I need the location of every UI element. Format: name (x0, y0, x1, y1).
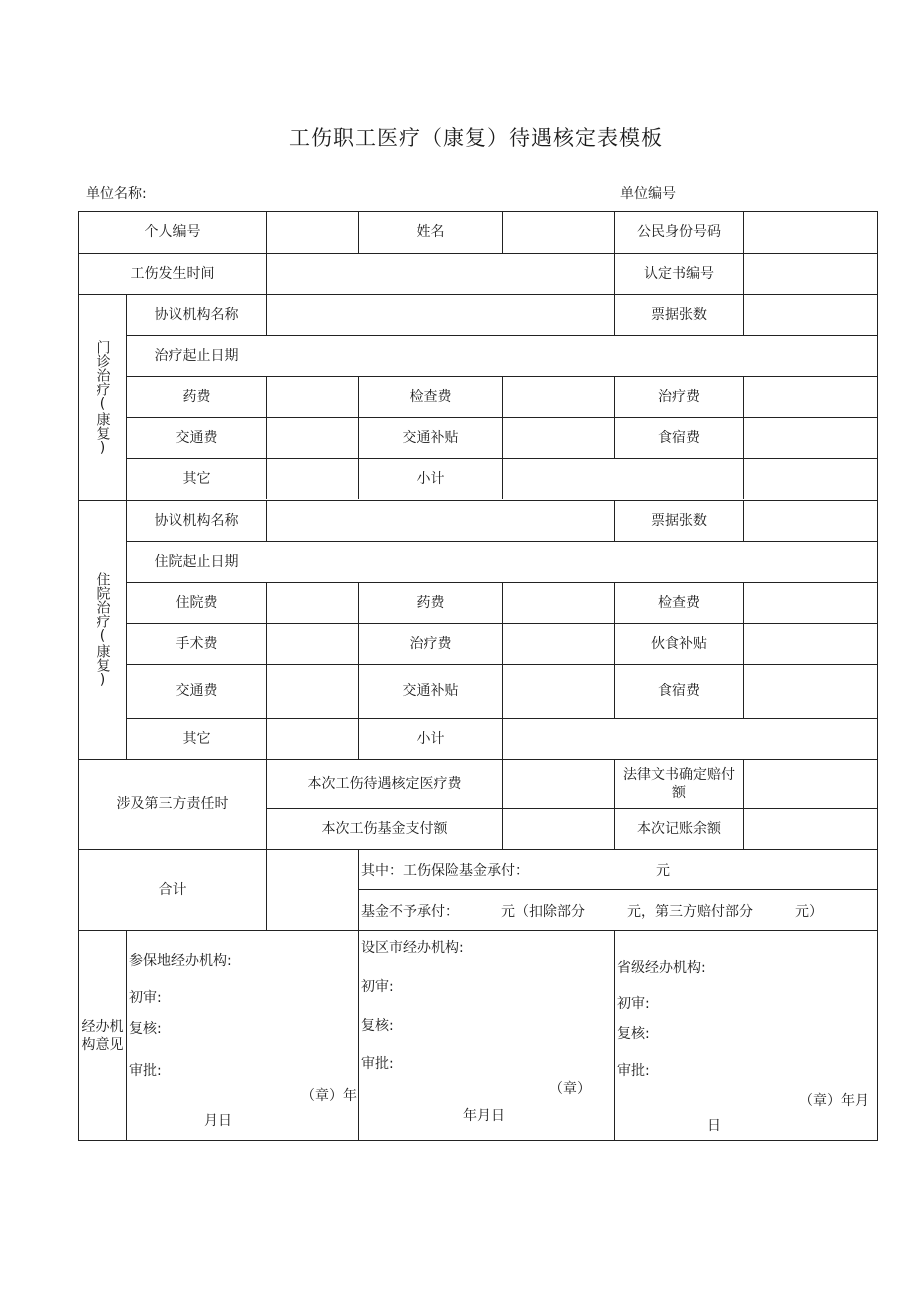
province-first-review: 初审: (617, 996, 650, 1012)
province-approval: 审批: (617, 1063, 650, 1079)
city-approval: 审批: (361, 1056, 394, 1072)
city-first-review: 初审: (361, 979, 394, 995)
total-label: 合计 (158, 881, 187, 898)
ip-hospital-label: 住院费 (175, 594, 218, 611)
op-medicine-label: 药费 (182, 388, 211, 405)
approval-form-table (78, 211, 878, 1141)
ip-dates-field[interactable] (267, 542, 877, 582)
name-field[interactable] (503, 212, 614, 253)
col-divider (614, 930, 615, 1141)
ip-treatment-field[interactable] (503, 624, 614, 664)
ip-meal-field[interactable] (744, 624, 877, 664)
ip-other-field[interactable] (267, 719, 358, 759)
ip-agency-field[interactable] (267, 501, 614, 541)
row-divider (79, 930, 877, 931)
province-re-review: 复核: (617, 1026, 650, 1042)
fund-payment-field[interactable] (503, 809, 614, 849)
outpatient-section-label: 门诊治疗(康复) (94, 339, 111, 456)
certificate-no-label: 认定书编号 (644, 265, 714, 282)
op-other-label: 其它 (182, 471, 211, 488)
fund-bears-unit: 元 (656, 863, 670, 879)
province-agency-label: 省级经办机构: (617, 960, 706, 976)
insured-seal-year: （章）年 (301, 1088, 357, 1104)
citizen-id-field[interactable] (744, 212, 877, 253)
fund-bears-label: 其中：工伤保险基金承付： (361, 863, 529, 879)
op-dates-label: 治疗起止日期 (154, 347, 239, 364)
op-agency-field[interactable] (267, 295, 614, 335)
ip-transport-subsidy-label: 交通补贴 (402, 683, 459, 700)
province-day: 日 (707, 1118, 721, 1134)
inpatient-section-label: 住院治疗(康复) (94, 572, 111, 688)
op-dates-field[interactable] (267, 336, 877, 376)
ip-subtotal-field[interactable] (503, 719, 877, 759)
ip-subtotal-label: 小计 (416, 730, 445, 747)
total-field[interactable] (267, 850, 358, 930)
ip-exam-label: 检查费 (658, 594, 700, 611)
page-title: 工伤职工医疗（康复）待遇核定表模板 (289, 126, 663, 150)
op-agency-label: 协议机构名称 (154, 306, 239, 323)
insured-first-review: 初审: (129, 990, 162, 1006)
op-subtotal-label: 小计 (416, 471, 445, 488)
ip-transport-field[interactable] (267, 665, 358, 718)
op-lodging-field[interactable] (744, 418, 877, 458)
ip-transport-subsidy-field[interactable] (503, 665, 614, 718)
unit-code-label: 单位编号 (620, 186, 676, 202)
personal-id-label: 个人编号 (144, 224, 201, 241)
op-exam-field[interactable] (503, 377, 614, 417)
op-receipt-label: 票据张数 (651, 306, 707, 323)
ip-other-label: 其它 (182, 730, 211, 747)
ip-receipt-label: 票据张数 (651, 512, 707, 529)
province-seal-year-month: （章）年月 (799, 1093, 869, 1109)
op-treatment-label: 治疗费 (658, 388, 700, 405)
col-divider (358, 849, 359, 1141)
approved-medical-label: 本次工伤待遇核定医疗费 (307, 775, 462, 792)
ip-lodging-field[interactable] (744, 665, 877, 718)
ip-dates-label: 住院起止日期 (154, 553, 239, 570)
city-re-review: 复核: (361, 1018, 394, 1034)
op-treatment-field[interactable] (744, 377, 877, 417)
injury-time-field[interactable] (267, 254, 614, 294)
ip-medicine-label: 药费 (416, 594, 445, 611)
ip-agency-label: 协议机构名称 (154, 512, 239, 529)
approved-medical-field[interactable] (503, 760, 614, 808)
op-other-field[interactable] (267, 459, 358, 500)
legal-compensation-label: 法律文书确定赔付额 (623, 766, 735, 801)
ip-exam-field[interactable] (744, 583, 877, 623)
ip-receipt-field[interactable] (744, 501, 877, 541)
unit-name-label: 单位名称: (86, 186, 147, 202)
ip-surgery-field[interactable] (267, 624, 358, 664)
citizen-id-label: 公民身份号码 (637, 224, 721, 241)
op-receipt-field[interactable] (744, 295, 877, 335)
city-year-month-day: 年月日 (463, 1108, 505, 1124)
certificate-no-field[interactable] (744, 254, 877, 294)
city-agency-label: 设区市经办机构: (361, 940, 464, 956)
ip-surgery-label: 手术费 (175, 635, 218, 652)
city-seal: （章） (549, 1081, 591, 1097)
ip-hospital-field[interactable] (267, 583, 358, 623)
fund-payment-label: 本次工伤基金支付额 (321, 820, 448, 837)
op-transport-subsidy-field[interactable] (503, 418, 614, 458)
ip-medicine-field[interactable] (503, 583, 614, 623)
col-divider (126, 930, 127, 1141)
injury-time-label: 工伤发生时间 (130, 265, 215, 282)
ledger-balance-label: 本次记账余额 (637, 820, 721, 837)
insured-approval: 审批: (129, 1063, 162, 1079)
ip-lodging-label: 食宿费 (658, 683, 700, 700)
personal-id-field[interactable] (267, 212, 358, 253)
op-transport-subsidy-label: 交通补贴 (402, 429, 459, 446)
insured-re-review: 复核: (129, 1021, 162, 1037)
op-transport-label: 交通费 (175, 429, 218, 446)
op-medicine-field[interactable] (267, 377, 358, 417)
ip-meal-label: 伙食补贴 (651, 635, 707, 652)
insured-agency-label: 参保地经办机构: (129, 953, 232, 969)
row-divider (358, 889, 877, 890)
ledger-balance-field[interactable] (744, 809, 877, 849)
legal-compensation-field[interactable] (744, 760, 877, 808)
op-subtotal-field[interactable] (503, 459, 877, 500)
op-lodging-label: 食宿费 (658, 429, 700, 446)
third-party-label: 涉及第三方责任时 (116, 796, 229, 813)
ip-treatment-label: 治疗费 (409, 635, 452, 652)
op-transport-field[interactable] (267, 418, 358, 458)
ip-transport-label: 交通费 (175, 683, 218, 700)
name-label: 姓名 (416, 224, 445, 241)
op-exam-label: 检查费 (409, 388, 452, 405)
insured-month-day: 月日 (204, 1113, 232, 1129)
fund-not-borne-line: 基金不予承付： 元（扣除部分 元，第三方赔付部分 元） (361, 904, 823, 920)
opinions-label: 经办机构意见 (81, 1018, 124, 1053)
